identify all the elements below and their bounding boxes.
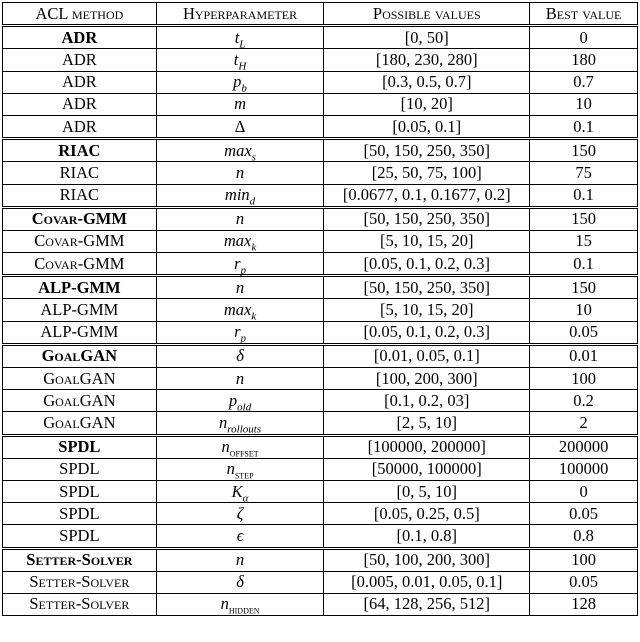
possible-values-cell: [50, 100, 200, 300] [324, 548, 530, 571]
hyperparameter-cell [156, 71, 324, 93]
method-cell: Covar-GMM [3, 253, 157, 276]
method-cell: Covar-GMM [3, 230, 157, 252]
best-value-cell: 150 [530, 207, 638, 230]
param-subscript: α [242, 491, 249, 504]
param-subscript: b [241, 82, 247, 95]
hyperparameter-cell [156, 368, 324, 390]
possible-values-cell: [180, 230, 280] [324, 49, 530, 71]
table-row [3, 162, 638, 184]
table-row [3, 115, 638, 138]
hyperparameter-cell [156, 412, 324, 435]
hyperparameter-cell [156, 184, 324, 207]
param-symbol: t [233, 49, 239, 69]
table-row [3, 368, 638, 390]
param-subscript: p [240, 332, 247, 345]
method-cell: GoalGAN [3, 368, 157, 390]
possible-values-cell: [100, 200, 300] [324, 368, 530, 390]
hyperparameter-cell [156, 276, 324, 299]
best-value-cell: 15 [530, 230, 638, 252]
best-value-cell: 150 [530, 139, 638, 162]
param-symbol: max [224, 140, 252, 160]
table-row [3, 435, 638, 458]
header-best-value: Best value [530, 3, 638, 26]
table-row [3, 390, 638, 412]
best-value-cell: 0 [530, 26, 638, 49]
method-cell: GoalGAN [3, 412, 157, 435]
param-subscript: k [251, 310, 257, 323]
param-subscript: k [251, 241, 257, 254]
best-value-cell: 0.1 [530, 253, 638, 276]
possible-values-cell: [25, 50, 75, 100] [324, 162, 530, 184]
best-value-cell: 0.8 [530, 525, 638, 548]
best-value-cell: 0 [530, 480, 638, 502]
param-symbol: r [234, 322, 241, 342]
method-cell: Setter-Solver [3, 571, 157, 593]
method-cell: Setter-Solver [3, 548, 157, 571]
method-cell: ADR [3, 49, 157, 71]
best-value-cell: 0.1 [530, 184, 638, 207]
best-value-cell: 0.05 [530, 503, 638, 525]
best-value-cell: 128 [530, 593, 638, 615]
param-symbol: δ [236, 346, 244, 366]
best-value-cell: 180 [530, 49, 638, 71]
hyperparameter-cell [156, 230, 324, 252]
param-symbol: n [235, 368, 245, 388]
possible-values-cell: [100000, 200000] [324, 435, 530, 458]
param-subscript: old [237, 401, 252, 414]
hyperparameter-cell [156, 26, 324, 49]
param-symbol: n [220, 594, 229, 614]
table-row [3, 299, 638, 321]
best-value-cell: 0.01 [530, 344, 638, 367]
possible-values-cell: [0.1, 0.2, 03] [324, 390, 530, 412]
param-symbol: n [235, 209, 245, 229]
param-symbol: Δ [234, 116, 246, 136]
best-value-cell: 150 [530, 276, 638, 299]
table-row [3, 71, 638, 93]
possible-values-cell: [0, 5, 10] [324, 480, 530, 502]
hyperparameter-cell [156, 49, 324, 71]
param-subscript: L [239, 38, 246, 51]
method-cell: SPDL [3, 435, 157, 458]
param-symbol: r [234, 253, 241, 273]
possible-values-cell: [0.05, 0.1] [324, 115, 530, 138]
possible-values-cell: [0.005, 0.01, 0.05, 0.1] [324, 571, 530, 593]
possible-values-cell: [50, 150, 250, 350] [324, 276, 530, 299]
best-value-cell: 100000 [530, 458, 638, 480]
hyperparameter-cell [156, 458, 324, 480]
header-acl-method: ACL method [3, 3, 157, 26]
best-value-cell: 0.05 [530, 321, 638, 344]
best-value-cell: 100 [530, 368, 638, 390]
hyperparameter-cell [156, 344, 324, 367]
table-row [3, 139, 638, 162]
param-symbol: δ [236, 572, 244, 592]
param-symbol: n [235, 162, 245, 182]
best-value-cell: 100 [530, 548, 638, 571]
param-symbol: max [223, 300, 252, 320]
param-symbol: p [233, 72, 242, 92]
table-row [3, 593, 638, 615]
table-row [3, 525, 638, 548]
hyperparameter-table [2, 2, 638, 616]
table-row [3, 458, 638, 480]
table-row [3, 26, 638, 49]
param-symbol: t [234, 27, 240, 47]
param-subscript: d [249, 195, 256, 208]
method-cell: ADR [3, 115, 157, 138]
method-cell: ALP-GMM [3, 276, 157, 299]
param-subscript: step [234, 469, 254, 482]
param-symbol: min [224, 185, 250, 205]
method-cell: RIAC [3, 184, 157, 207]
hyperparameter-cell [156, 253, 324, 276]
method-cell: GoalGAN [3, 344, 157, 367]
best-value-cell: 0.7 [530, 71, 638, 93]
hyperparameter-cell [156, 548, 324, 571]
possible-values-cell: [0, 50] [324, 26, 530, 49]
table-row [3, 184, 638, 207]
method-cell: SPDL [3, 503, 157, 525]
param-symbol: n [235, 277, 245, 297]
table-row [3, 253, 638, 276]
best-value-cell: 0.05 [530, 571, 638, 593]
hyperparameter-cell [156, 503, 324, 525]
hyperparameter-cell [156, 480, 324, 502]
hyperparameter-cell [156, 162, 324, 184]
table-row [3, 412, 638, 435]
param-symbol: n [221, 437, 230, 457]
best-value-cell: 0.2 [530, 390, 638, 412]
possible-values-cell: [10, 20] [324, 93, 530, 115]
method-cell: ALP-GMM [3, 321, 157, 344]
param-subscript: hidden [228, 604, 260, 617]
param-symbol: n [219, 412, 228, 432]
hyperparameter-cell [156, 571, 324, 593]
param-subscript: p [240, 263, 247, 276]
hyperparameter-cell [156, 435, 324, 458]
possible-values-cell: [50000, 100000] [324, 458, 530, 480]
possible-values-cell: [0.05, 0.25, 0.5] [324, 503, 530, 525]
possible-values-cell: [5, 10, 15, 20] [324, 230, 530, 252]
possible-values-cell: [0.3, 0.5, 0.7] [324, 71, 530, 93]
method-cell: RIAC [3, 162, 157, 184]
param-subscript: H [238, 60, 247, 73]
table-row [3, 276, 638, 299]
possible-values-cell: [0.0677, 0.1, 0.1677, 0.2] [324, 184, 530, 207]
table-row [3, 503, 638, 525]
param-symbol: ϵ [236, 525, 244, 545]
possible-values-cell: [50, 150, 250, 350] [324, 139, 530, 162]
table-row [3, 321, 638, 344]
method-cell: SPDL [3, 458, 157, 480]
param-symbol: max [223, 231, 252, 251]
method-cell: Covar-GMM [3, 207, 157, 230]
header-hyperparameter: Hyperparameter [156, 3, 324, 26]
possible-values-cell: [50, 150, 250, 350] [324, 207, 530, 230]
method-cell: ALP-GMM [3, 299, 157, 321]
table-row [3, 480, 638, 502]
best-value-cell: 10 [530, 93, 638, 115]
param-symbol: m [234, 94, 247, 114]
best-value-cell: 10 [530, 299, 638, 321]
method-cell: Setter-Solver [3, 593, 157, 615]
best-value-cell: 75 [530, 162, 638, 184]
method-cell: GoalGAN [3, 390, 157, 412]
best-value-cell: 200000 [530, 435, 638, 458]
hyperparameter-cell [156, 390, 324, 412]
table-row [3, 230, 638, 252]
hyperparameter-cell [156, 93, 324, 115]
method-cell: ADR [3, 26, 157, 49]
possible-values-cell: [64, 128, 256, 512] [324, 593, 530, 615]
possible-values-cell: [0.05, 0.1, 0.2, 0.3] [324, 253, 530, 276]
param-symbol: n [235, 550, 245, 570]
best-value-cell: 2 [530, 412, 638, 435]
method-cell: ADR [3, 71, 157, 93]
param-symbol: ζ [236, 503, 244, 523]
table-row [3, 207, 638, 230]
possible-values-cell: [2, 5, 10] [324, 412, 530, 435]
table-row [3, 93, 638, 115]
possible-values-cell: [5, 10, 15, 20] [324, 299, 530, 321]
possible-values-cell: [0.05, 0.1, 0.2, 0.3] [324, 321, 530, 344]
method-cell: RIAC [3, 139, 157, 162]
table-row [3, 49, 638, 71]
hyperparameter-cell [156, 593, 324, 615]
table-row [3, 571, 638, 593]
param-subscript: offset [229, 447, 259, 460]
table-row [3, 344, 638, 367]
table-header-row [3, 3, 638, 26]
table-row [3, 548, 638, 571]
hyperparameter-cell [156, 115, 324, 138]
hyperparameter-cell [156, 207, 324, 230]
possible-values-cell: [0.01, 0.05, 0.1] [324, 344, 530, 367]
hyperparameter-cell [156, 299, 324, 321]
param-symbol: p [228, 390, 238, 410]
hyperparameter-cell [156, 525, 324, 548]
param-symbol: K [231, 481, 243, 501]
best-value-cell: 0.1 [530, 115, 638, 138]
method-cell: SPDL [3, 525, 157, 548]
param-symbol: n [226, 459, 235, 479]
hyperparameter-cell [156, 321, 324, 344]
param-subscript: rollouts [227, 423, 262, 436]
possible-values-cell: [0.1, 0.8] [324, 525, 530, 548]
hyperparameter-cell [156, 139, 324, 162]
param-subscript: s [251, 151, 256, 164]
header-possible-values: Possible values [324, 3, 530, 26]
method-cell: ADR [3, 93, 157, 115]
method-cell: SPDL [3, 480, 157, 502]
